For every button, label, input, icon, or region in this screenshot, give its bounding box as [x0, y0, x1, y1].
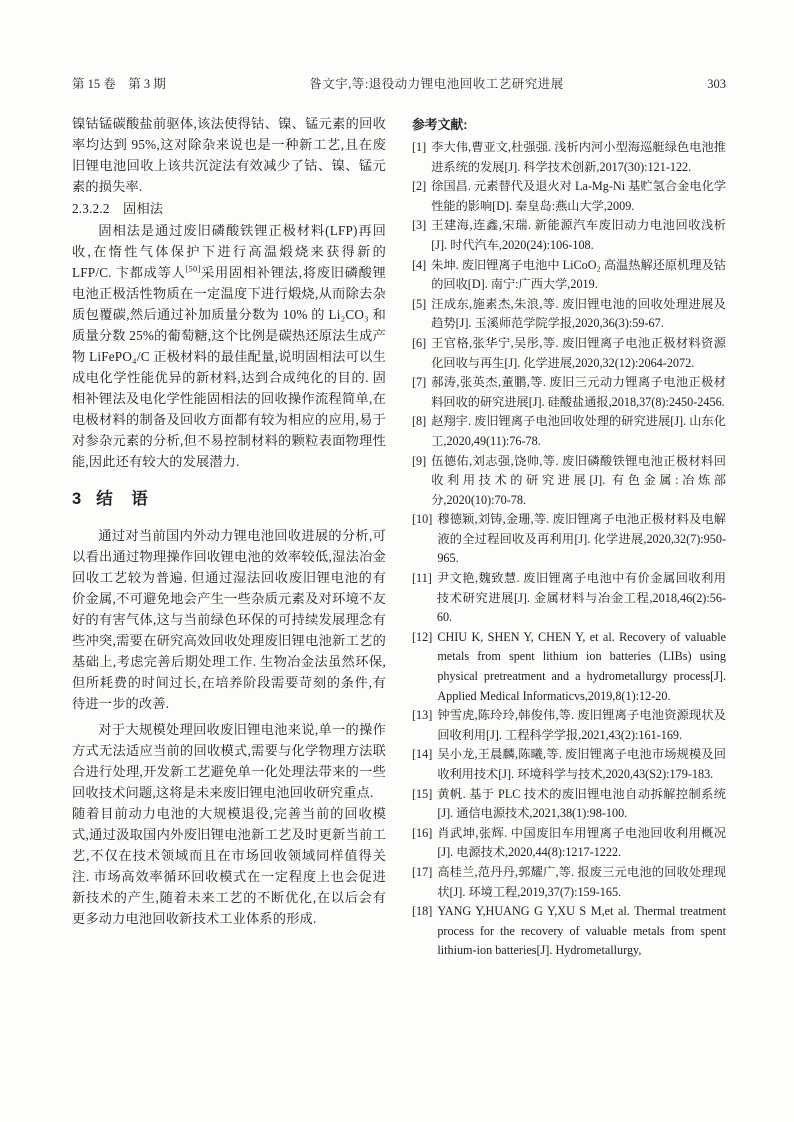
reference-number: [17] — [412, 864, 433, 879]
reference-text: 钟雪虎,陈玲玲,韩俊伟,等. 废旧锂离子电池资源现状及回收利用[J]. 工程科学学报,2021,43(2):161-169. — [437, 708, 726, 742]
reference-text: 王官格,张华宁,吴彤,等. 废旧锂离子电池正极材料资源化回收与再生[J]. 化学进展,2020,32(12):2064-2072. — [431, 335, 726, 370]
reference-text: 肖武坤,张辉. 中国废旧车用锂离子电池回收利用概况[J]. 电源技术,2020,44(8):1217-1222. — [437, 825, 726, 860]
reference-item — [412, 745, 726, 784]
reference-item — [412, 334, 726, 373]
reference-number: [16] — [412, 825, 433, 840]
reference-item — [412, 863, 726, 902]
carryover-paragraph: 镍钴锰碳酸盐前驱体,该法使得钴、镍、锰元素的回收率均达到 95%,这对除杂来说也是一种新工艺,且在废旧锂电池回收上该共沉淀法有效减少了钴、镍、锰元素的损失率. — [72, 116, 386, 194]
reference-number: [8] — [412, 414, 427, 429]
running-title: 昝文宇,等:退役动力锂电池回收工艺研究进展 — [309, 77, 564, 91]
reference-number: [1] — [412, 140, 427, 154]
reference-item — [412, 452, 726, 511]
reference-text: 尹文艳,魏致慧. 废旧锂离子电池中有价金属回收利用技术研究进展[J]. 金属材料与冶金工程,2018,46(2):56-60. — [436, 571, 726, 625]
page-header — [72, 74, 726, 92]
reference-text: 吴小龙,王晨麟,陈曦,等. 废旧锂离子电池市场规模及回收利用技术[J]. 环境科学与技术,2020,43(S2):179-183. — [437, 747, 726, 781]
subsection-heading: 2.3.2.2 固相法 — [72, 201, 164, 216]
section-heading-conclusion — [72, 489, 386, 510]
reference-text: CHIU K, SHEN Y, CHEN Y, et al. Recovery of valuable metals from spent lithium ion batteries (LIBs) using physical pretreatment and a hydrometallurgy process[J]. Applied Medical Informaticvs,2019,8(1):12-20. — [437, 629, 726, 703]
reference-item — [412, 216, 726, 255]
reference-number: [11] — [412, 571, 432, 586]
reference-item — [412, 412, 726, 451]
reference-item — [412, 628, 726, 706]
references-list — [412, 138, 726, 961]
references-heading: 参考文献: — [412, 117, 468, 132]
reference-text: 黄帆. 基于 PLC 技术的废旧锂电池自动拆解控制系统[J]. 通信电源技术,2021,38(1):98-100. — [437, 786, 726, 821]
reference-item — [412, 569, 726, 628]
volume-issue: 第 15 卷 第 3 期 — [72, 77, 166, 91]
section-number: 3 — [72, 490, 83, 508]
reference-text: 高桂兰,范丹丹,郭耀广,等. 报废三元电池的回收处理现状[J]. 环境工程,2019,37(7):159-165. — [437, 864, 726, 899]
reference-number: [13] — [412, 708, 433, 723]
solid-phase-text-after: 采用固相补锂法,将废旧磷酸锂电池正极活性物质在一定温度下进行煅烧,从而除去杂质包覆碳,然后通过补加质量分数为 10% 的 Li₂CO₃ 和质量分数 25%的葡萄糖,这个比例是碳热还原法生成产物 LiFePO₄/C 正极材料的最佳配量,说明固相法可以生成电化学性能优异的新材料,达到合成纯化的目的. 固相补锂法及电化学性能固相法的回收操作流程简单,在电极材料的制备及回收方面都有较为相应的应用,易于对参杂元素的分析,但不易控制材料的颗粒表面物理性能,因此还有较大的发展潜力. — [72, 265, 386, 469]
reference-text: 汪成东,施素杰,朱浪,等. 废旧锂电池的回收处理进展及趋势[J]. 玉溪师范学院学报,2020,36(3):59-67. — [431, 296, 726, 331]
reference-item — [412, 785, 726, 824]
reference-text: 穆德颖,刘铸,金珊,等. 废旧锂离子电池正极材料及电解液的全过程回收及再利用[J]. 化学进展,2020,32(7):950-965. — [437, 512, 726, 566]
right-column — [412, 113, 726, 961]
reference-number: [9] — [412, 453, 427, 468]
reference-item — [412, 138, 726, 177]
conclusion-paragraph: 对于大规模处理回收废旧锂电池来说,单一的操作方式无法适应当前的回收模式,需要与化学物理方法联合进行处理,开发新工艺避免单一化处理法带来的一些回收技术问题,这将是未来废旧锂电池回收研究重点. — [72, 722, 386, 800]
reference-number: [15] — [412, 786, 433, 801]
reference-text: 李大伟,曹亚文,杜强强. 浅析内河小型海巡艇绿色电池推进系统的发展[J]. 科学技术创新,2017(30):121-122. — [431, 140, 726, 174]
reference-item — [412, 824, 726, 863]
reference-item — [412, 510, 726, 569]
reference-number: [2] — [412, 179, 427, 194]
reference-number: [4] — [412, 257, 427, 272]
reference-number: [5] — [412, 296, 427, 311]
solid-phase-paragraph — [72, 220, 386, 472]
reference-number: [10] — [412, 512, 433, 527]
reference-text: 赵翔宇. 废旧锂离子电池回收处理的研究进展[J]. 山东化工,2020,49(11):76-78. — [431, 414, 726, 448]
reference-item — [412, 256, 726, 295]
page-number: 303 — [707, 77, 726, 91]
section-title: 结 语 — [96, 490, 149, 508]
conclusion-paragraph: 随着目前动力电池的大规模退役,完善当前的回收模式,通过汲取国内外废旧锂电池新工艺及时更新当前工艺,不仅在技术领域而且在市场回收领域同样值得关注. 市场高效率循环回收模式在一定程度上也会促进新技术的产生,随着未来工艺的不断优化,在以后会有更多动力电池回收新技术工业体系的形成. — [72, 806, 386, 926]
reference-number: [6] — [412, 335, 427, 350]
reference-number: [7] — [412, 375, 427, 390]
reference-text: 王建海,连鑫,宋瑞. 新能源汽车废旧动力电池回收浅析[J]. 时代汽车,2020(24):106-108. — [431, 218, 726, 252]
two-column-layout — [72, 113, 726, 961]
reference-text: 伍德佑,刘志强,饶帅,等. 废旧磷酸铁锂电池正极材料回收利用技术的研究进展[J]. 有色金属:冶炼部分,2020(10):70-78. — [431, 453, 726, 507]
reference-item — [412, 295, 726, 334]
reference-text: 徐国昌. 元素替代及退火对 La-Mg-Ni 基贮氢合金电化学性能的影响[D]. 秦皇岛:燕山大学,2009. — [431, 179, 726, 213]
reference-text: YANG Y,HUANG G Y,XU S M,et al. Thermal treatment process for the recovery of valuable metals from spent lithium-ion batteries[J]. Hydrometallurgy, — [437, 904, 726, 958]
reference-number: [14] — [412, 747, 433, 762]
reference-number: [18] — [412, 904, 433, 919]
reference-item — [412, 373, 726, 412]
solid-phase-text-before: 固相法是通过废旧磷酸铁锂正极材料(LFP)再回收,在惰性气体保护下进行高温煅烧来获得新的 LFP/C. 卞都成等人 — [72, 223, 386, 280]
conclusion-paragraph: 通过对当前国内外动力锂电池回收进展的分析,可以看出通过物理操作回收锂电池的效率较低,湿法冶金回收工艺较为普遍. 但通过湿法回收废旧锂电池的有价金属,不可避免地会产生一些杂质元素及对环境不友好的有害气体,这与当前绿色环保的可持续发展理念有些冲突,需要在研究高效回收处理废旧锂电池新工艺的基础上,考虑完善后期处理工作. 生物冶金法虽然环保,但所耗费的时间过长,在培养阶段需要苛刻的条件,有待进一步的改善. — [72, 528, 386, 711]
reference-text: 朱坤. 废旧锂离子电池中 LiCoO₂ 高温热解还原机理及钴的回收[D]. 南宁:广西大学,2019. — [431, 257, 726, 292]
reference-text: 郝涛,张英杰,董鹏,等. 废旧三元动力锂离子电池正极材料回收的研究进展[J]. 硅酸盐通报,2018,37(8):2450-2456. — [431, 375, 726, 409]
reference-number: [3] — [412, 218, 427, 233]
left-column — [72, 113, 386, 961]
citation-superscript: [50] — [185, 263, 201, 274]
reference-item — [412, 706, 726, 745]
reference-number: [12] — [412, 629, 433, 644]
reference-item — [412, 902, 726, 961]
reference-item — [412, 177, 726, 216]
